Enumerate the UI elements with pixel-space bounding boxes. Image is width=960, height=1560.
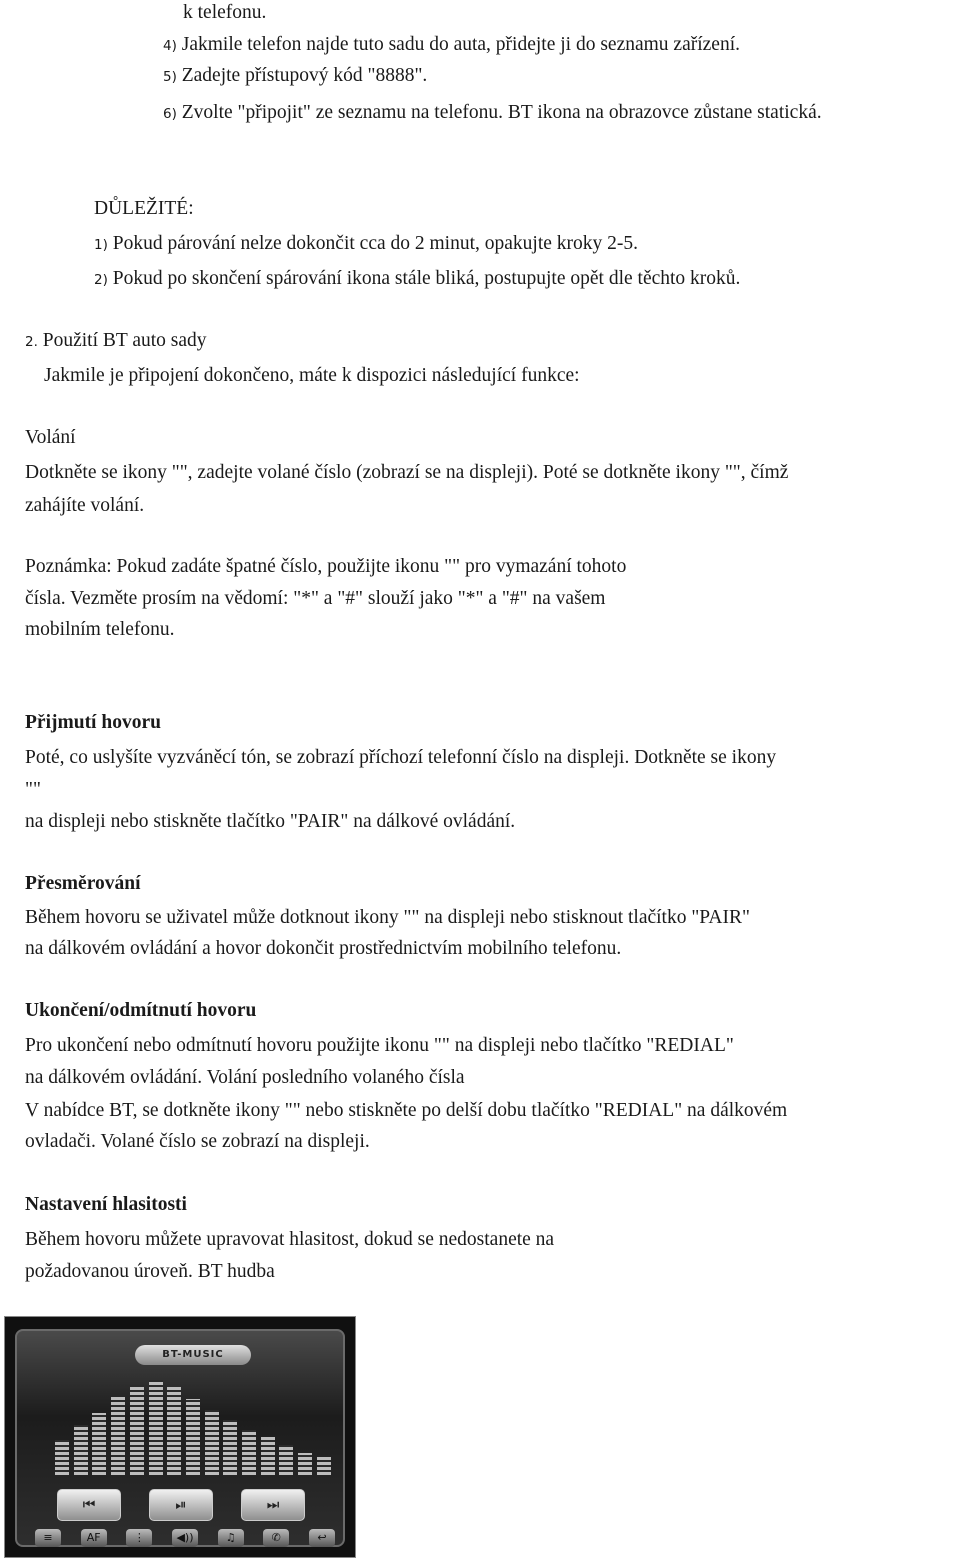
- bt-music-screenshot: [4, 1316, 356, 1558]
- equalizer-bar: [223, 1420, 237, 1475]
- next-icon: ⏭: [266, 1497, 280, 1513]
- player-frame: [15, 1329, 345, 1547]
- volume-icon: ◀)): [172, 1529, 198, 1547]
- text-line: "": [25, 779, 41, 800]
- next-track-button: [241, 1489, 305, 1521]
- text-line: na dálkovém ovládání a hovor dokončit prostřednictvím mobilního telefonu.: [25, 938, 622, 959]
- equalizer-bar: [74, 1425, 88, 1475]
- text-line: na displeji nebo stiskněte tlačítko "PAIR" na dálkové ovládání.: [25, 811, 516, 832]
- text-line: Jakmile je připojení dokončeno, máte k dispozici následující funkce:: [44, 365, 580, 386]
- equalizer-bar: [186, 1399, 200, 1475]
- list-item: 4) Jakmile telefon najde tuto sadu do auta, přidejte ji do seznamu zařízení.: [163, 34, 740, 55]
- player-title: BT-MUSIC: [135, 1345, 251, 1365]
- list-item: 5) Zadejte přístupový kód "8888".: [163, 65, 428, 86]
- text-line: na dálkovém ovládání. Volání posledního volaného čísla: [25, 1067, 465, 1088]
- more-icon: ⋮: [126, 1529, 152, 1547]
- equalizer-bar: [92, 1413, 106, 1475]
- phone-icon: ✆: [263, 1529, 289, 1547]
- equalizer-bar: [242, 1430, 256, 1475]
- text-line: čísla. Vezměte prosím na vědomí: "*" a "#" slouží jako "*" a "#" na vašem: [25, 588, 606, 609]
- equalizer-display: [55, 1375, 331, 1475]
- section-heading: 2. Použití BT auto sady: [25, 330, 207, 351]
- equalizer-bar: [298, 1453, 312, 1475]
- subheading: Nastavení hlasitosti: [25, 1194, 187, 1215]
- equalizer-bar: [130, 1385, 144, 1475]
- equalizer-bar: [317, 1457, 331, 1475]
- previous-track-button: [57, 1489, 121, 1521]
- text-line: Během hovoru se uživatel může dotknout ikony "" na displeji nebo stisknout tlačítko "PAIR": [25, 907, 750, 928]
- text-line: Během hovoru můžete upravovat hlasitost, dokud se nedostanete na: [25, 1229, 555, 1250]
- text-line: mobilním telefonu.: [25, 619, 175, 640]
- subheading: Přesměrování: [25, 873, 141, 894]
- play-pause-button: [149, 1489, 213, 1521]
- equalizer-bar: [205, 1410, 219, 1475]
- menu-icon: ≡: [35, 1529, 61, 1547]
- equalizer-bar: [167, 1387, 181, 1475]
- af-icon: AF: [81, 1529, 107, 1547]
- play-pause-icon: ⏯: [175, 1497, 187, 1513]
- subheading: Volání: [25, 427, 76, 448]
- important-heading: DŮLEŽITÉ:: [94, 198, 194, 219]
- text-line: Poznámka: Pokud zadáte špatné číslo, použijte ikonu "" pro vymazání tohoto: [25, 556, 627, 577]
- list-item: 6) Zvolte "připojit" ze seznamu na telefonu. BT ikona na obrazovce zůstane statická.: [163, 102, 822, 123]
- text-line: Poté, co uslyšíte vyzváněcí tón, se zobrazí příchozí telefonní číslo na displeji. Dotkněte se ikony: [25, 747, 777, 768]
- subheading: Přijmutí hovoru: [25, 712, 161, 733]
- previous-icon: ⏮: [82, 1497, 96, 1513]
- text-line: Dotkněte se ikony "", zadejte volané číslo (zobrazí se na displeji). Poté se dotkněte ikony "", čímž: [25, 462, 789, 483]
- text-line: požadovanou úroveň. BT hudba: [25, 1261, 275, 1282]
- equalizer-bar: [279, 1445, 293, 1475]
- equalizer-bar: [111, 1397, 125, 1475]
- back-icon: ↩: [309, 1529, 335, 1547]
- text-line: V nabídce BT, se dotkněte ikony "" nebo stiskněte po delší dobu tlačítko "REDIAL" na dálkovém: [25, 1100, 788, 1121]
- equalizer-bar: [149, 1380, 163, 1475]
- list-item: 2) Pokud po skončení spárování ikona stále bliká, postupujte opět dle těchto kroků.: [94, 268, 741, 289]
- subheading: Ukončení/odmítnutí hovoru: [25, 1000, 257, 1021]
- bottom-icon-bar: [35, 1529, 335, 1553]
- list-item: 1) Pokud párování nelze dokončit cca do 2 minut, opakujte kroky 2-5.: [94, 233, 639, 254]
- equalizer-bar: [261, 1437, 275, 1475]
- equalizer-bar: [55, 1440, 69, 1475]
- text-line: zahájíte volání.: [25, 495, 145, 516]
- music-icon: ♫: [218, 1529, 244, 1547]
- text-line: Pro ukončení nebo odmítnutí hovoru použijte ikonu "" na displeji nebo tlačítko "REDIAL": [25, 1035, 734, 1056]
- text-line: k telefonu.: [183, 2, 267, 23]
- text-line: ovladači. Volané číslo se zobrazí na displeji.: [25, 1131, 370, 1152]
